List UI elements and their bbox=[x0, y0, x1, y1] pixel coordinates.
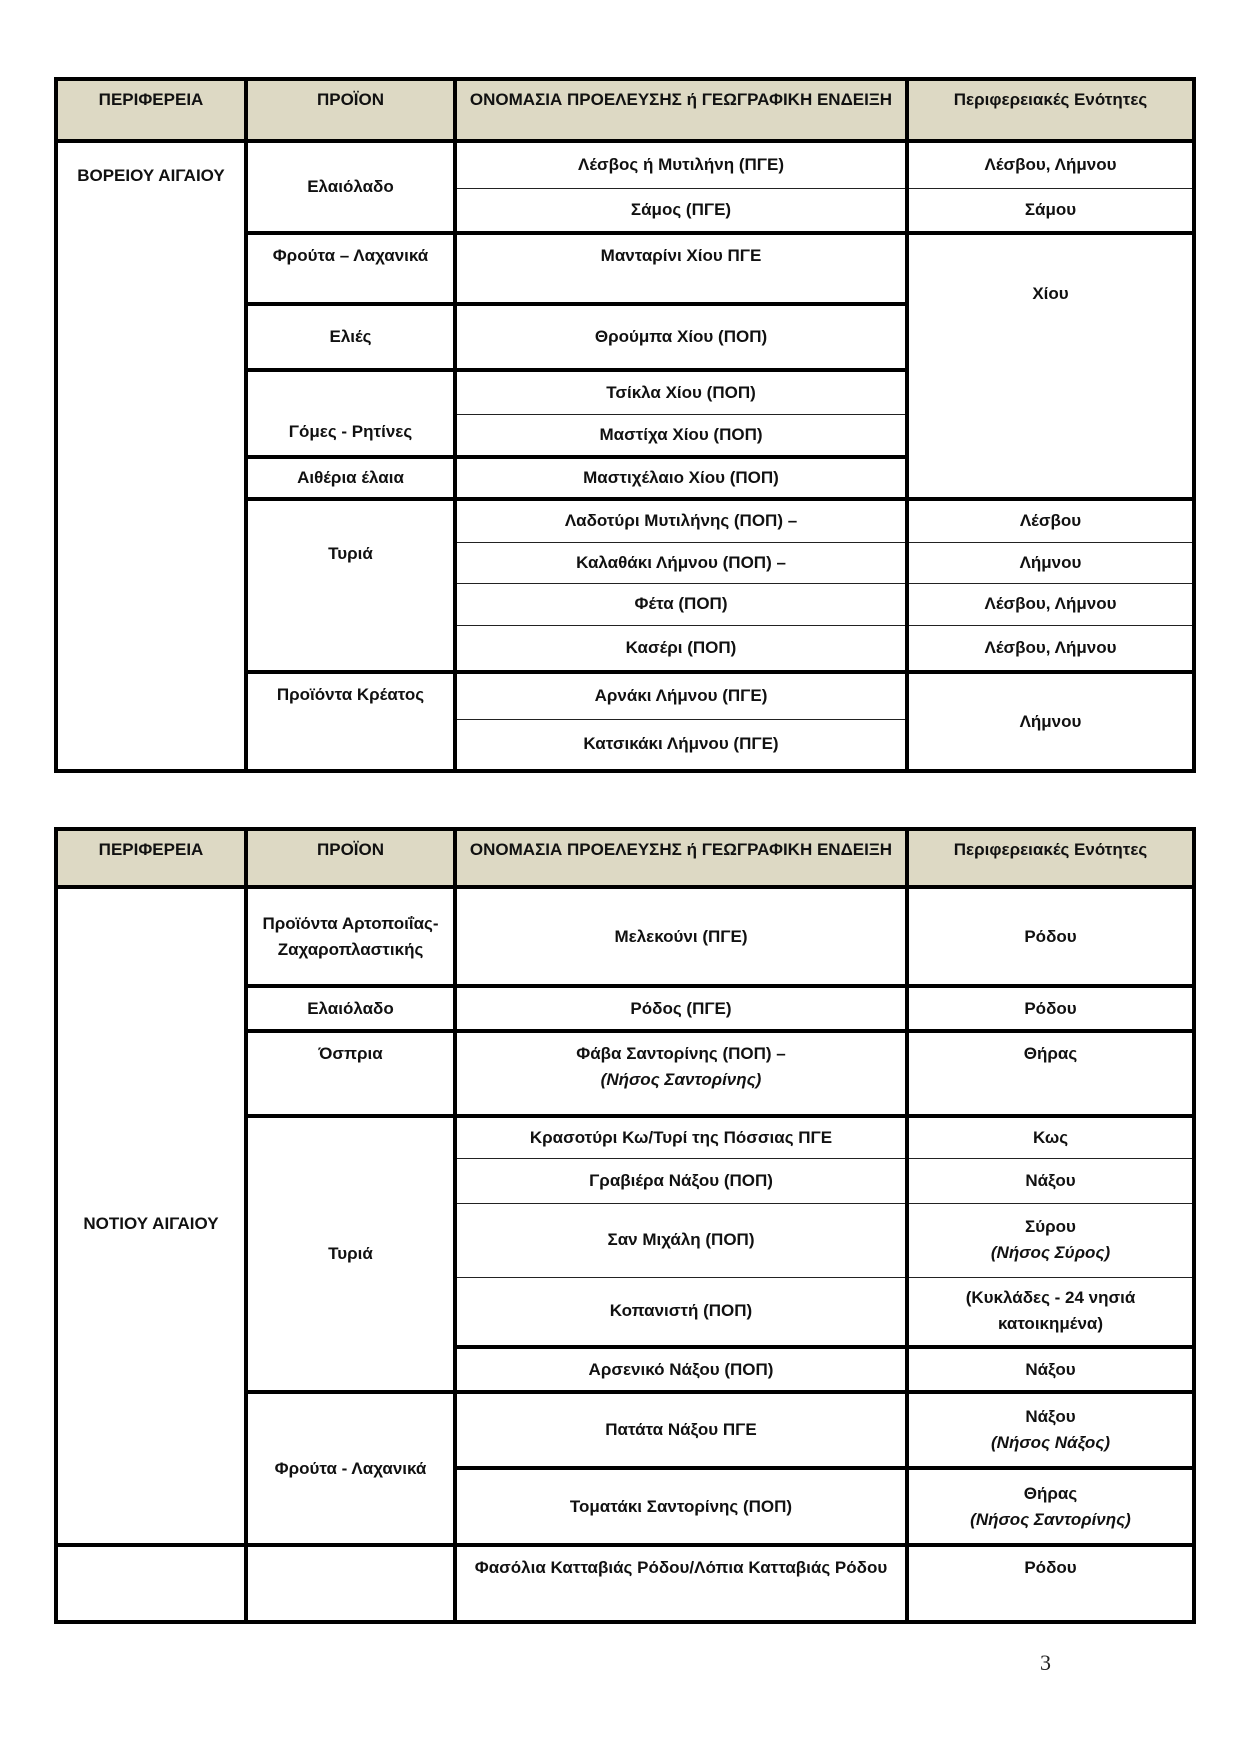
units-text: Σύρου bbox=[1025, 1217, 1076, 1236]
designation-cell: Μελεκούνι (ΠΓΕ) bbox=[455, 887, 907, 986]
designation-cell: Αρνάκι Λήμνου (ΠΓΕ) bbox=[455, 672, 907, 719]
designation-cell: Θρούμπα Χίου (ΠΟΠ) bbox=[455, 304, 907, 370]
units-cell bbox=[907, 1468, 1194, 1545]
units-cell: Σάμου bbox=[907, 188, 1194, 233]
header-region: ΠΕΡΙΦΕΡΕΙΑ bbox=[56, 79, 246, 141]
units-cell: Λέσβου bbox=[907, 499, 1194, 542]
designation-cell: Αρσενικό Νάξου (ΠΟΠ) bbox=[455, 1347, 907, 1392]
designation-cell: Πατάτα Νάξου ΠΓΕ bbox=[455, 1392, 907, 1468]
units-cell: Ρόδου bbox=[907, 1545, 1194, 1622]
designation-cell: Μαστίχα Χίου (ΠΟΠ) bbox=[455, 414, 907, 457]
page-number: 3 bbox=[1040, 1650, 1051, 1675]
table-header-row bbox=[56, 829, 1194, 887]
product-cell: Τυριά bbox=[246, 499, 455, 672]
designation-cell: Φέτα (ΠΟΠ) bbox=[455, 583, 907, 625]
designation-cell: Σάμος (ΠΓΕ) bbox=[455, 188, 907, 233]
region-cell-empty bbox=[56, 1545, 246, 1622]
header-product: ΠΡΟΪΟΝ bbox=[246, 79, 455, 141]
units-cell: Λέσβου, Λήμνου bbox=[907, 583, 1194, 625]
product-cell: Όσπρια bbox=[246, 1031, 455, 1116]
units-cell bbox=[907, 1392, 1194, 1468]
designation-cell: Κρασοτύρι Κω/Τυρί της Πόσσιας ΠΓΕ bbox=[455, 1116, 907, 1158]
units-note: (Νήσος Σαντορίνης) bbox=[970, 1509, 1131, 1529]
units-cell bbox=[907, 1203, 1194, 1277]
product-cell: Φρούτα – Λαχανικά bbox=[246, 233, 455, 304]
product-cell-empty bbox=[246, 1545, 455, 1622]
designation-note: (Νήσος Σαντορίνης) bbox=[600, 1070, 762, 1089]
table-south-aegean bbox=[54, 827, 1196, 1624]
product-cell: Τυριά bbox=[246, 1116, 455, 1392]
units-cell: Ρόδου bbox=[907, 887, 1194, 986]
product-cell: Ελιές bbox=[246, 304, 455, 370]
units-cell: Λήμνου bbox=[907, 672, 1194, 771]
table-row bbox=[56, 141, 1194, 188]
table-row bbox=[56, 1545, 1194, 1622]
header-designation: ΟΝΟΜΑΣΙΑ ΠΡΟΕΛΕΥΣΗΣ ή ΓΕΩΓΡΑΦΙΚΗ ΕΝΔΕΙΞΗ bbox=[455, 79, 907, 141]
units-cell: Νάξου bbox=[907, 1347, 1194, 1392]
designation-cell: Τσίκλα Χίου (ΠΟΠ) bbox=[455, 370, 907, 414]
product-cell: Ελαιόλαδο bbox=[246, 986, 455, 1031]
header-units: Περιφερειακές Ενότητες bbox=[907, 829, 1194, 887]
table-row bbox=[56, 887, 1194, 986]
product-cell: Προϊόντα Κρέατος bbox=[246, 672, 455, 771]
units-text: Θήρας bbox=[1023, 1483, 1078, 1503]
designation-cell: Ρόδος (ΠΓΕ) bbox=[455, 986, 907, 1031]
product-cell: Φρούτα - Λαχανικά bbox=[246, 1392, 455, 1545]
product-cell: Ελαιόλαδο bbox=[246, 141, 455, 233]
product-cell: Γόμες - Ρητίνες bbox=[246, 370, 455, 457]
designation-cell: Καλαθάκι Λήμνου (ΠΟΠ) – bbox=[455, 542, 907, 583]
units-cell: Λέσβου, Λήμνου bbox=[907, 625, 1194, 672]
designation-cell bbox=[455, 1031, 907, 1116]
designation-cell: Λαδοτύρι Μυτιλήνης (ΠΟΠ) – bbox=[455, 499, 907, 542]
units-cell: (Κυκλάδες - 24 νησιά κατοικημένα) bbox=[907, 1277, 1194, 1347]
units-cell: Κως bbox=[907, 1116, 1194, 1158]
designation-cell: Κατσικάκι Λήμνου (ΠΓΕ) bbox=[455, 719, 907, 771]
product-cell: Αιθέρια έλαια bbox=[246, 457, 455, 499]
units-cell: Θήρας bbox=[907, 1031, 1194, 1116]
table-north-aegean bbox=[54, 77, 1196, 773]
units-note: (Νήσος Σύρος) bbox=[990, 1243, 1111, 1262]
designation-cell: Μαστιχέλαιο Χίου (ΠΟΠ) bbox=[455, 457, 907, 499]
units-cell: Λέσβου, Λήμνου bbox=[907, 141, 1194, 188]
designation-cell: Κασέρι (ΠΟΠ) bbox=[455, 625, 907, 672]
designation-cell: Τοματάκι Σαντορίνης (ΠΟΠ) bbox=[455, 1468, 907, 1545]
designation-cell: Γραβιέρα Νάξου (ΠΟΠ) bbox=[455, 1158, 907, 1203]
units-note: (Νήσος Νάξος) bbox=[991, 1433, 1110, 1452]
designation-cell: Σαν Μιχάλη (ΠΟΠ) bbox=[455, 1203, 907, 1277]
designation-cell: Κοπανιστή (ΠΟΠ) bbox=[455, 1277, 907, 1347]
units-cell: Λήμνου bbox=[907, 542, 1194, 583]
product-cell: Προϊόντα Αρτοποιΐας-Ζαχαροπλαστικής bbox=[246, 887, 455, 986]
designation-text: Φάβα Σαντορίνης (ΠΟΠ) – bbox=[576, 1044, 786, 1063]
region-cell: ΒΟΡΕΙΟΥ ΑΙΓΑΙΟΥ bbox=[56, 141, 246, 771]
header-product: ΠΡΟΪΟΝ bbox=[246, 829, 455, 887]
designation-cell: Φασόλια Κατταβιάς Ρόδου/Λόπια Κατταβιάς Ρόδου bbox=[455, 1545, 907, 1622]
designation-cell: Λέσβος ή Μυτιλήνη (ΠΓΕ) bbox=[455, 141, 907, 188]
units-cell: Νάξου bbox=[907, 1158, 1194, 1203]
designation-cell: Μανταρίνι Χίου ΠΓΕ bbox=[455, 233, 907, 304]
table-header-row bbox=[56, 79, 1194, 141]
header-units: Περιφερειακές Ενότητες bbox=[907, 79, 1194, 141]
header-region: ΠΕΡΙΦΕΡΕΙΑ bbox=[56, 829, 246, 887]
header-designation: ΟΝΟΜΑΣΙΑ ΠΡΟΕΛΕΥΣΗΣ ή ΓΕΩΓΡΑΦΙΚΗ ΕΝΔΕΙΞΗ bbox=[455, 829, 907, 887]
units-text: Νάξου bbox=[1025, 1407, 1076, 1426]
units-cell: Ρόδου bbox=[907, 986, 1194, 1031]
units-cell: Χίου bbox=[907, 233, 1194, 499]
region-cell: ΝΟΤΙΟΥ ΑΙΓΑΙΟΥ bbox=[56, 887, 246, 1545]
